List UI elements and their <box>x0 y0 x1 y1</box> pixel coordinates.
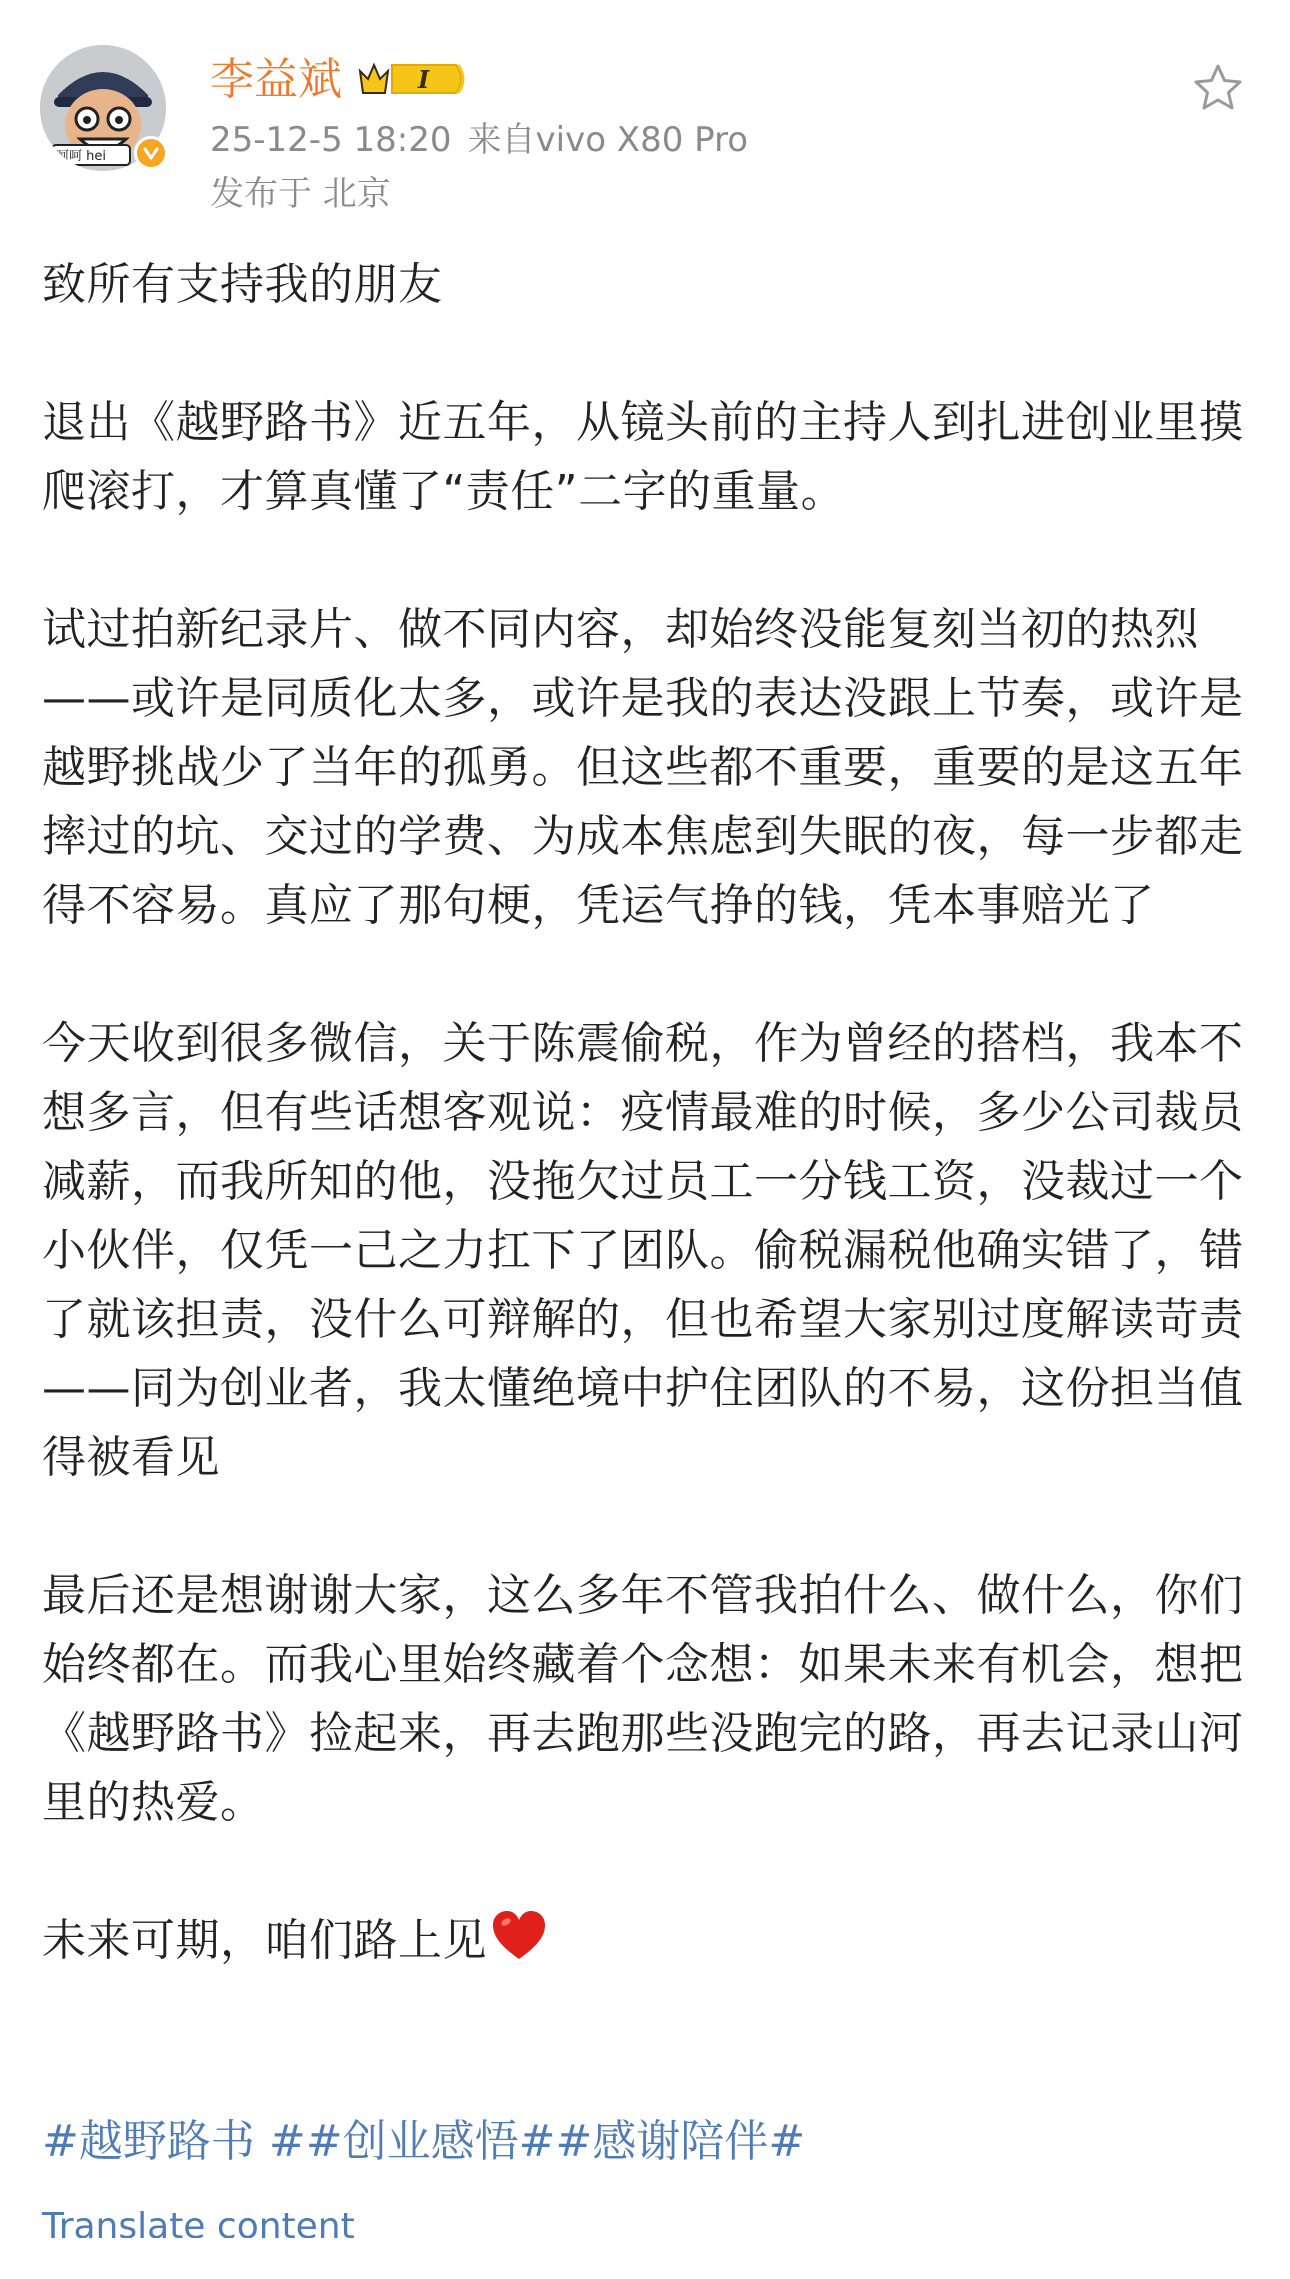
post-closing-line <box>42 1906 1252 1975</box>
author-name[interactable]: 李益斌 <box>210 54 342 105</box>
vip-level-text: I <box>418 65 430 94</box>
hashtag-link[interactable]: #越野路书 # <box>42 2116 306 2167</box>
star-outline-icon[interactable] <box>1190 60 1246 116</box>
post-body <box>42 250 1252 1975</box>
red-heart-icon <box>491 1909 547 1961</box>
post-time: 25-12-5 18:20 <box>210 120 452 160</box>
avatar-lettering: 呵呵 hei <box>56 149 106 164</box>
post-paragraph: 退出《越野路书》近五年，从镜头前的主持人到扎进创业里摸爬滚打，才算真懂了“责任”二字的重量。 <box>42 397 1244 517</box>
source-prefix: 来自 <box>467 120 536 160</box>
device-name[interactable]: vivo X80 Pro <box>535 120 749 160</box>
post-header <box>0 0 1290 215</box>
vip-level-badge-icon[interactable] <box>356 57 470 101</box>
post-paragraph: 未来可期，咱们路上见 <box>42 1915 487 1966</box>
post-location: 发布于 北京 <box>210 174 391 214</box>
post-paragraph: 最后还是想谢谢大家，这么多年不管我拍什么、做什么，你们始终都在。而我心里始终藏着个念想：如果未来有机会，想把《越野路书》捡起来，再去跑那些没跑完的路，再去记录山河里的热爱。 <box>42 1570 1244 1828</box>
post-paragraph: 试过拍新纪录片、做不同内容，却始终没能复刻当初的热烈——或许是同质化太多，或许是我的表达没跟上节奏，或许是越野挑战少了当年的孤勇。但这些都不重要，重要的是这五年摔过的坑、交过的学费、为成本焦虑到失眠的夜，每一步都走得不容易。真应了那句梗，凭运气挣的钱，凭本事赔光了 <box>42 604 1244 931</box>
verified-badge-icon <box>134 136 168 170</box>
hashtag-row <box>42 2112 805 2172</box>
translate-content-link[interactable]: Translate content <box>42 2206 355 2238</box>
hashtag-link[interactable]: #创业感悟# <box>305 2116 556 2167</box>
hashtag-link[interactable]: #感谢陪伴# <box>555 2116 806 2167</box>
post-meta <box>210 118 748 162</box>
post-paragraph: 今天收到很多微信，关于陈震偷税，作为曾经的搭档，我本不想多言，但有些话想客观说：疫情最难的时候，多少公司裁员减薪，而我所知的他，没拖欠过员工一分钱工资，没裁过一个小伙伴，仅凭一己之力扛下了团队。偷税漏税他确实错了，错了就该担责，没什么可辩解的，但也希望大家别过度解读苛责——同为创业者，我太懂绝境中护住团队的不易，这份担当值得被看见 <box>42 1018 1244 1483</box>
post-paragraph: 致所有支持我的朋友 <box>42 259 443 310</box>
